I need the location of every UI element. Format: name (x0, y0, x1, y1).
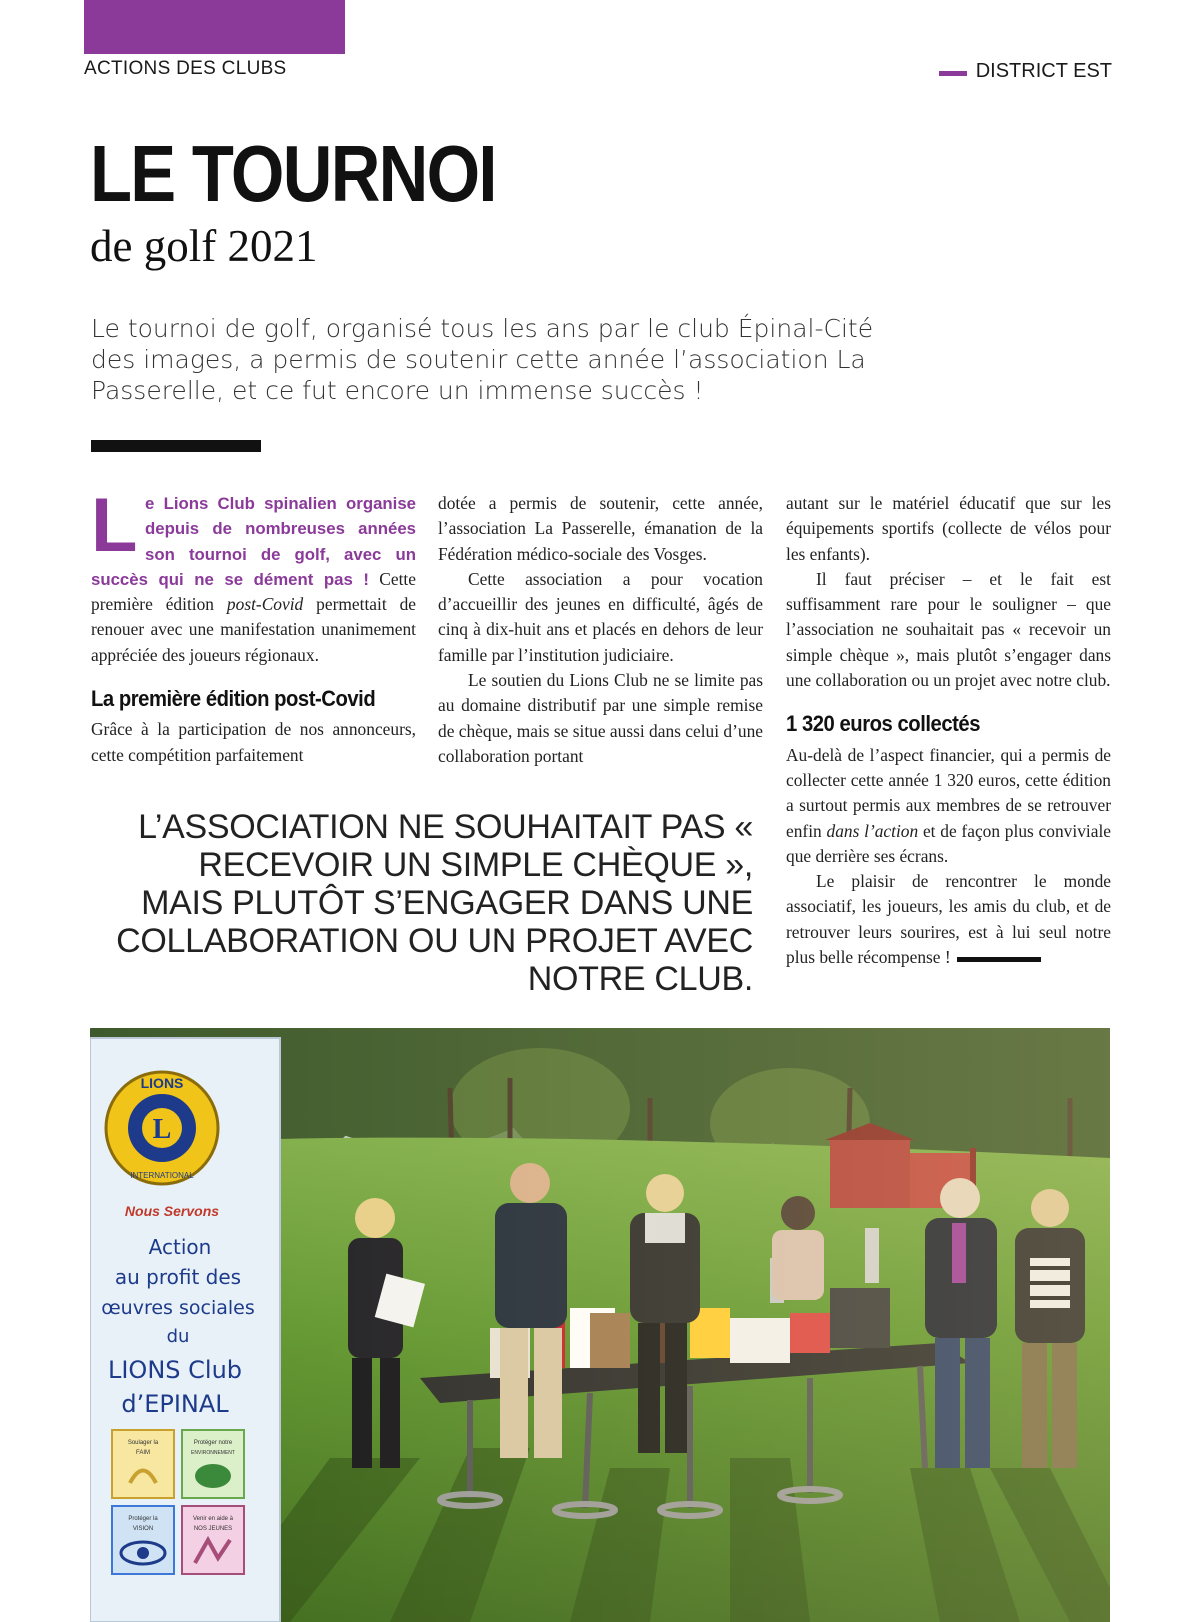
banner-line-1: Action (148, 1235, 212, 1259)
paragraph-2-part1: Grâce à la participation de nos annonceurs, cette compétition parfaitement (91, 719, 416, 765)
event-photo (90, 1028, 1110, 1622)
paragraph-4-part2: autant sur le matériel éducatif que sur les équipements sportifs (collecte de vélos pour les enfants). (786, 493, 1111, 564)
article-title: LE TOURNOI (90, 129, 496, 218)
district-text: DISTRICT EST (975, 60, 1112, 82)
column-3 (786, 491, 1111, 970)
tile-vision-word: VISION (132, 1526, 154, 1532)
p7-text: Le plaisir de rencontrer le monde associatif, les joueurs, les amis du club, et de retrouver leurs sourires, est à lui seul notre plus belle récompense ! (786, 871, 1111, 968)
column-1 (91, 483, 416, 767)
banner-line-2: au profit des (114, 1265, 242, 1289)
banner-line-4: du (166, 1326, 190, 1347)
section-label: ACTIONS DES CLUBS (84, 58, 287, 79)
paragraph-7 (786, 869, 1111, 970)
tile-vision-title: Protéger la (128, 1516, 158, 1522)
p6-pre: Au-delà de l’aspect financier, qui a permis de collecter cette année 1 320 euros, cette édition a surtout permis aux membres de se retrouver enfin (786, 744, 1111, 841)
article-chapeau: Le tournoi de golf, organisé tous les ans par le club Épinal-Cité des images, a permis de soutenir cette année l’association La Passerelle, et ce fut encore un immense succès ! (91, 314, 874, 405)
paragraph-3: Cette association a pour vocation d’accueillir des jeunes en difficulté, âgés de cinq à dix-huit ans et placés en dehors de leur famille par l’institution judiciaire. (438, 568, 763, 665)
leaf-icon (195, 1464, 231, 1488)
tile-youth-word: NOS JEUNES (193, 1526, 233, 1532)
district-label (939, 60, 1112, 83)
logo-top-text: LIONS (140, 1075, 184, 1091)
pull-quote: L’ASSOCIATION NE SOUHAITAIT PAS « RECEVOIR UN SIMPLE CHÈQUE », MAIS PLUTÔT S’ENGAGER DANS UNE COLLABORATION OU UN PROJET AVEC NOTRE CLUB. (116, 808, 753, 998)
tile-hunger-word: FAIM (135, 1450, 151, 1456)
banner-line-5: LIONS Club (107, 1356, 243, 1384)
header-accent-bar (84, 0, 345, 54)
paragraph-6 (786, 743, 1111, 869)
p6-post: et de façon plus conviviale que derrière ses écrans. (786, 820, 1111, 866)
banner-line-6: d’EPINAL (121, 1390, 229, 1418)
p1-pre: Cette première édition (91, 568, 416, 615)
p1-post: permettait de renouer avec une manifestation unanimement appréciée des joueurs régionaux. (91, 594, 416, 665)
subhead-euros: 1 320 euros collectés (786, 711, 980, 737)
end-mark (957, 957, 1041, 962)
banner-line-3: œuvres sociales (101, 1297, 255, 1319)
p1-em: post-Covid (226, 594, 304, 615)
lions-banner (90, 1038, 280, 1622)
tile-environment-title: Protéger notre (193, 1440, 233, 1446)
tile-hunger-title: Soulager la (127, 1440, 159, 1446)
logo-bottom-text: INTERNATIONAL (130, 1171, 194, 1180)
subhead-postcovid: La première édition post-Covid (91, 686, 376, 712)
golf-scene-illustration (90, 1028, 1110, 1622)
paragraph-4-part1: Le soutien du Lions Club ne se limite pas au domaine distributif par une simple remise de chèque, mais se situe aussi dans celui d’une collaboration portant (438, 670, 764, 766)
tile-environment-word: ENVIRONNEMENT (191, 1450, 235, 1456)
article-subtitle: de golf 2021 (90, 221, 318, 271)
p6-em: dans l’action (826, 820, 919, 841)
district-dash (939, 71, 967, 76)
paragraph-2-part2: dotée a permis de soutenir, cette année, l’association La Passerelle, émanation de la Fédération médico-sociale des Vosges. (438, 493, 763, 564)
paragraph-5: Il faut préciser – et le fait est suffisamment rare pour le souligner – que l’association ne souhaitait pas « recevoir un simple chèque », mais plutôt s’engager dans une collaboration ou un projet avec notre club. (786, 568, 1111, 691)
column-2 (438, 491, 763, 769)
lead-text: e Lions Club spinalien organise depuis de nombreuses années son tournoi de golf, avec un succès qui ne se dément pas ! (91, 494, 416, 589)
logo-letter: L (152, 1114, 172, 1145)
drop-cap: L (91, 483, 138, 568)
lead-paragraph (91, 483, 416, 668)
title-rule (91, 440, 261, 452)
banner-motto: Nous Servons (124, 1203, 220, 1219)
tile-youth-title: Venir en aide à (192, 1516, 234, 1522)
